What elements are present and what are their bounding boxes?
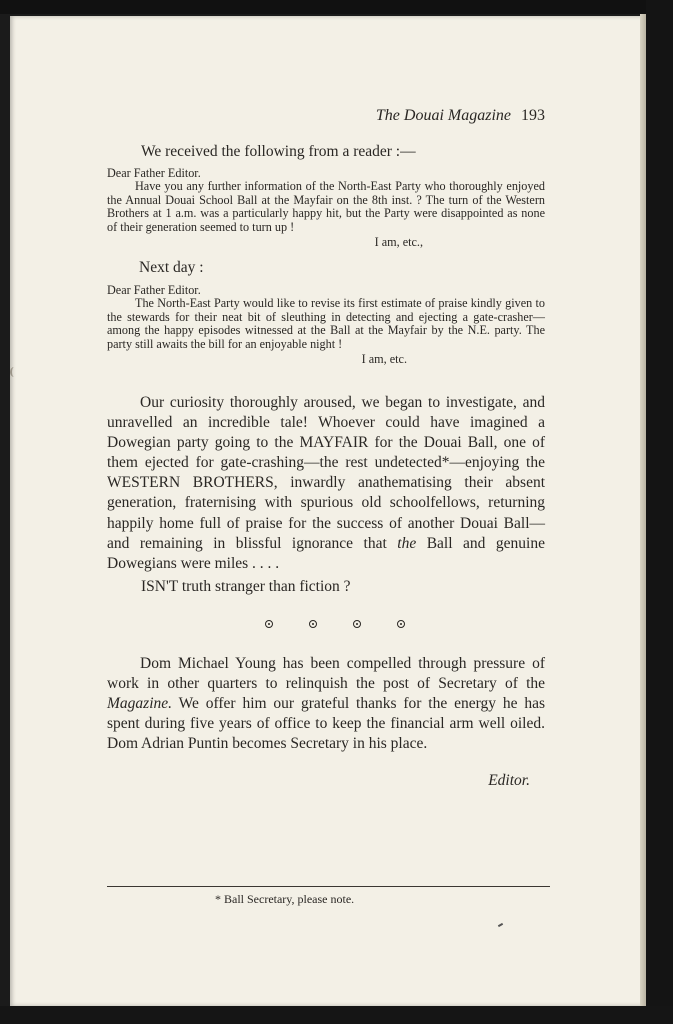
notice-text-2: We offer him our grateful thanks for the energy he has spent during five years of office to keep the financial arm well oiled. Dom Adrian Puntin becomes Secretary in his place.: [107, 695, 545, 753]
divider-dot-icon: [309, 620, 317, 628]
letter-salutation: Dear Father Editor.: [107, 166, 201, 180]
letter-body: The North-East Party would like to revise its first estimate of praise kindly given to the stewards for their neat bit of sleuthing in detecting and ejecting a gate-crasher—among the happy episodes witnessed at the Ball at the Mayfair by the N.E. party. The party still awaits the bill for an enjoyable night !: [107, 296, 545, 351]
editor-signature: Editor.: [488, 772, 530, 789]
main-emphasis: the: [397, 534, 417, 552]
divider-dot-icon: [265, 620, 273, 628]
scan-border-top: [0, 0, 673, 14]
running-head: [350, 107, 545, 125]
main-text-1: Our curiosity thoroughly aroused, we began to investigate, and unravelled an incredible tale! Whoever could have imagined a Dowegian party going to the MAYFAIR for the Douai Ball, one of them ejected for gate-crashing—the rest undetected*—enjoying the WESTERN BROTHERS, inwardly anathematising their absent generation, fraternising with spurious old schoolfellows, returning happily home full of praise for the success of another Douai Ball—and remaining in blissful ignorance that: [107, 394, 545, 552]
letter-salutation: Dear Father Editor.: [107, 283, 201, 297]
scan-border-bottom: [0, 1006, 673, 1024]
next-day-heading: Next day :: [139, 259, 204, 276]
notice-emphasis: Magazine.: [107, 695, 173, 713]
letter-signoff: I am, etc.: [361, 352, 407, 367]
binding-mark: [10, 367, 18, 377]
letter-second: [107, 284, 545, 366]
divider-dot-icon: [353, 620, 361, 628]
section-divider: [265, 620, 405, 628]
secretary-notice: [107, 654, 545, 754]
page-number: 193: [521, 107, 545, 124]
question-line: ISN'T truth stranger than fiction ?: [141, 578, 351, 595]
footnote-rule: [107, 886, 550, 887]
main-text-2: Ball and genuine Dowegians were miles . . . .: [107, 534, 545, 572]
main-paragraph: [107, 393, 545, 574]
magazine-title: The Douai Magazine: [375, 107, 511, 124]
intro-line: We received the following from a reader :—: [141, 143, 416, 160]
letter-first: [107, 167, 545, 249]
notice-text-1: Dom Michael Young has been compelled through pressure of work in other quarters to relinquish the post of Secretary of the: [107, 655, 545, 693]
letter-signoff: I am, etc.,: [374, 235, 423, 250]
divider-dot-icon: [397, 620, 405, 628]
scan-border-right: [646, 0, 673, 1024]
footnote: * Ball Secretary, please note.: [215, 892, 355, 906]
letter-body: Have you any further information of the North-East Party who thoroughly enjoyed the Annual Douai School Ball at the Mayfair on the 8th inst. ? The turn of the Western Brothers at 1 a.m. was a particularly happy hit, but the Party were disappointed as none of their generation seemed to turn up !: [107, 179, 545, 234]
